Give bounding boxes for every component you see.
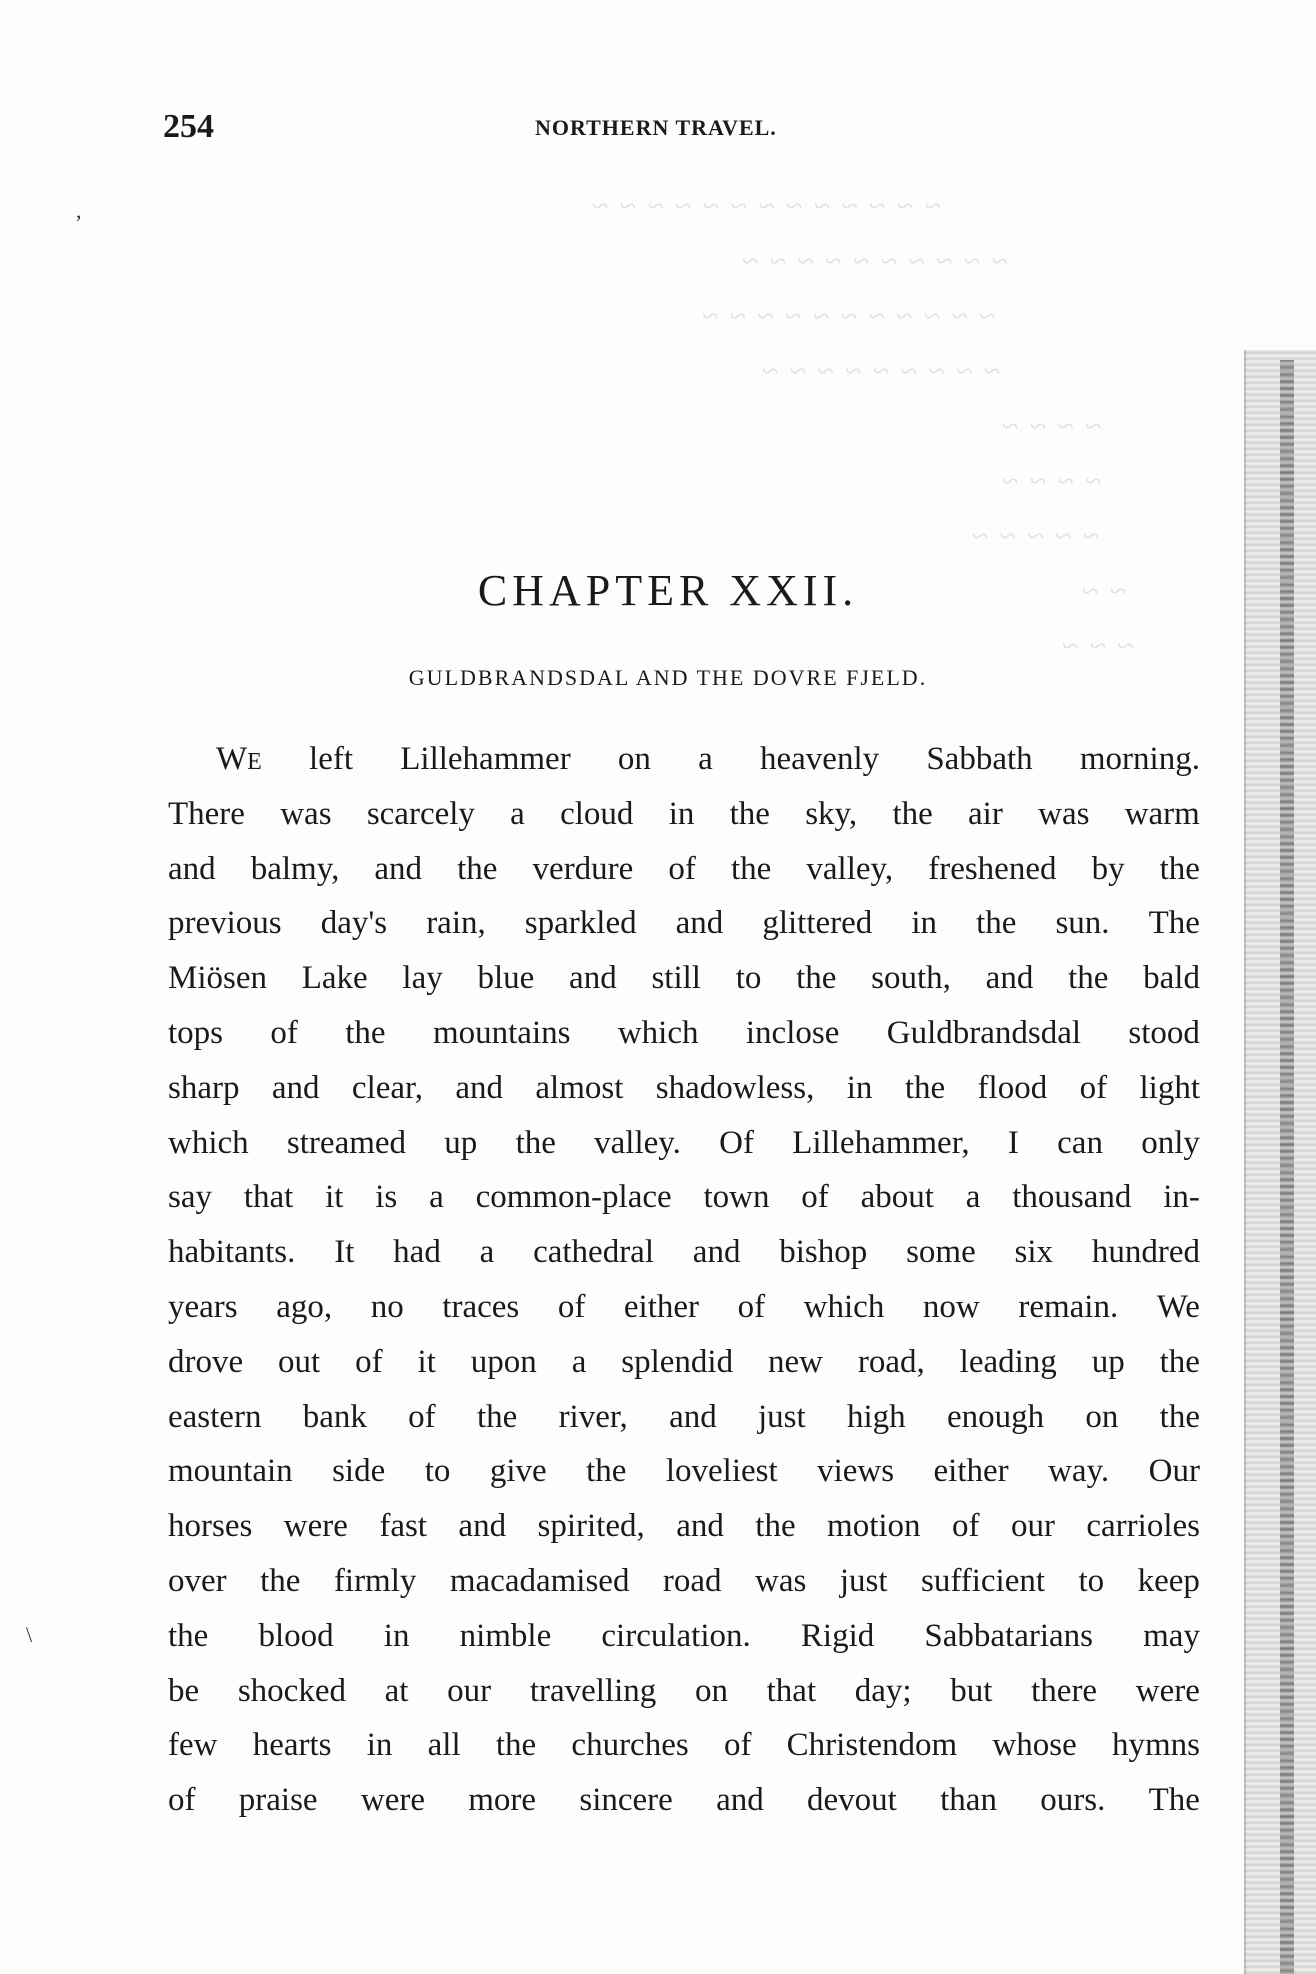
bleed-through-mark: ~ ~ ~ ~ ~ ~ ~ ~ ~ ~ (740, 245, 1008, 278)
text-line: say that it is a common-place town of about a thousand in- (168, 1179, 1200, 1216)
text-line: sharp and clear, and almost shadowless, in the flood of light (168, 1069, 1200, 1106)
text-line: which streamed up the valley. Of Lillehammer, I can only (168, 1124, 1200, 1161)
bleed-through-mark: ~ ~ (1080, 575, 1126, 608)
bleed-through-mark: ~ ~ ~ (1060, 630, 1134, 663)
text-line: mountain side to give the loveliest views either way. Our (168, 1453, 1200, 1490)
text-line: the blood in nimble circulation. Rigid Sabbatarians may (168, 1617, 1200, 1654)
chapter-subtitle: GULDBRANDSDAL AND THE DOVRE FJELD. (408, 665, 928, 690)
chapter-title: CHAPTER XXII. (477, 566, 859, 615)
bleed-through-mark: ~ ~ ~ ~ (1000, 410, 1102, 443)
body-text (168, 732, 1200, 1828)
page-number: 254 (163, 108, 214, 145)
text-line: There was scarcely a cloud in the sky, the air was warm (168, 795, 1200, 832)
text-line: previous day's rain, sparkled and glittered in the sun. The (168, 905, 1200, 942)
text-line: WE left Lillehammer on a heavenly Sabbath morning. (216, 741, 1200, 777)
text-line: years ago, no traces of either of which now remain. We (168, 1288, 1200, 1325)
text-line: and balmy, and the verdure of the valley, freshened by the (168, 850, 1200, 887)
text-line: eastern bank of the river, and just high enough on the (168, 1398, 1200, 1435)
bleed-through-mark: ~ ~ ~ ~ (1000, 465, 1102, 498)
text-line: habitants. It had a cathedral and bishop some six hundred (168, 1234, 1200, 1271)
bleed-through-mark: ~ ~ ~ ~ ~ ~ ~ ~ ~ ~ ~ ~ ~ (590, 190, 941, 223)
stray-mark: , (76, 198, 82, 223)
text-line: few hearts in all the churches of Christendom whose hymns (168, 1727, 1200, 1764)
text-line: of praise were more sincere and devout than ours. The (168, 1782, 1200, 1819)
running-head: NORTHERN TRAVEL. (535, 115, 777, 140)
text-line: be shocked at our travelling on that day; but there were (168, 1672, 1200, 1709)
bleed-through-mark: ~ ~ ~ ~ ~ (970, 520, 1100, 553)
text-line: Miösen Lake lay blue and still to the south, and the bald (168, 960, 1200, 997)
bleed-through-mark: ~ ~ ~ ~ ~ ~ ~ ~ ~ (760, 355, 1001, 388)
text-line: tops of the mountains which inclose Guldbrandsdal stood (168, 1014, 1200, 1051)
text-line: horses were fast and spirited, and the motion of our carrioles (168, 1508, 1200, 1545)
text-line: over the firmly macadamised road was just sufficient to keep (168, 1562, 1200, 1599)
text-line: drove out of it upon a splendid new road, leading up the (168, 1343, 1200, 1380)
bleed-through-mark: ~ ~ ~ ~ ~ ~ ~ ~ ~ ~ ~ (700, 300, 996, 333)
stray-mark: \ (26, 1622, 33, 1647)
